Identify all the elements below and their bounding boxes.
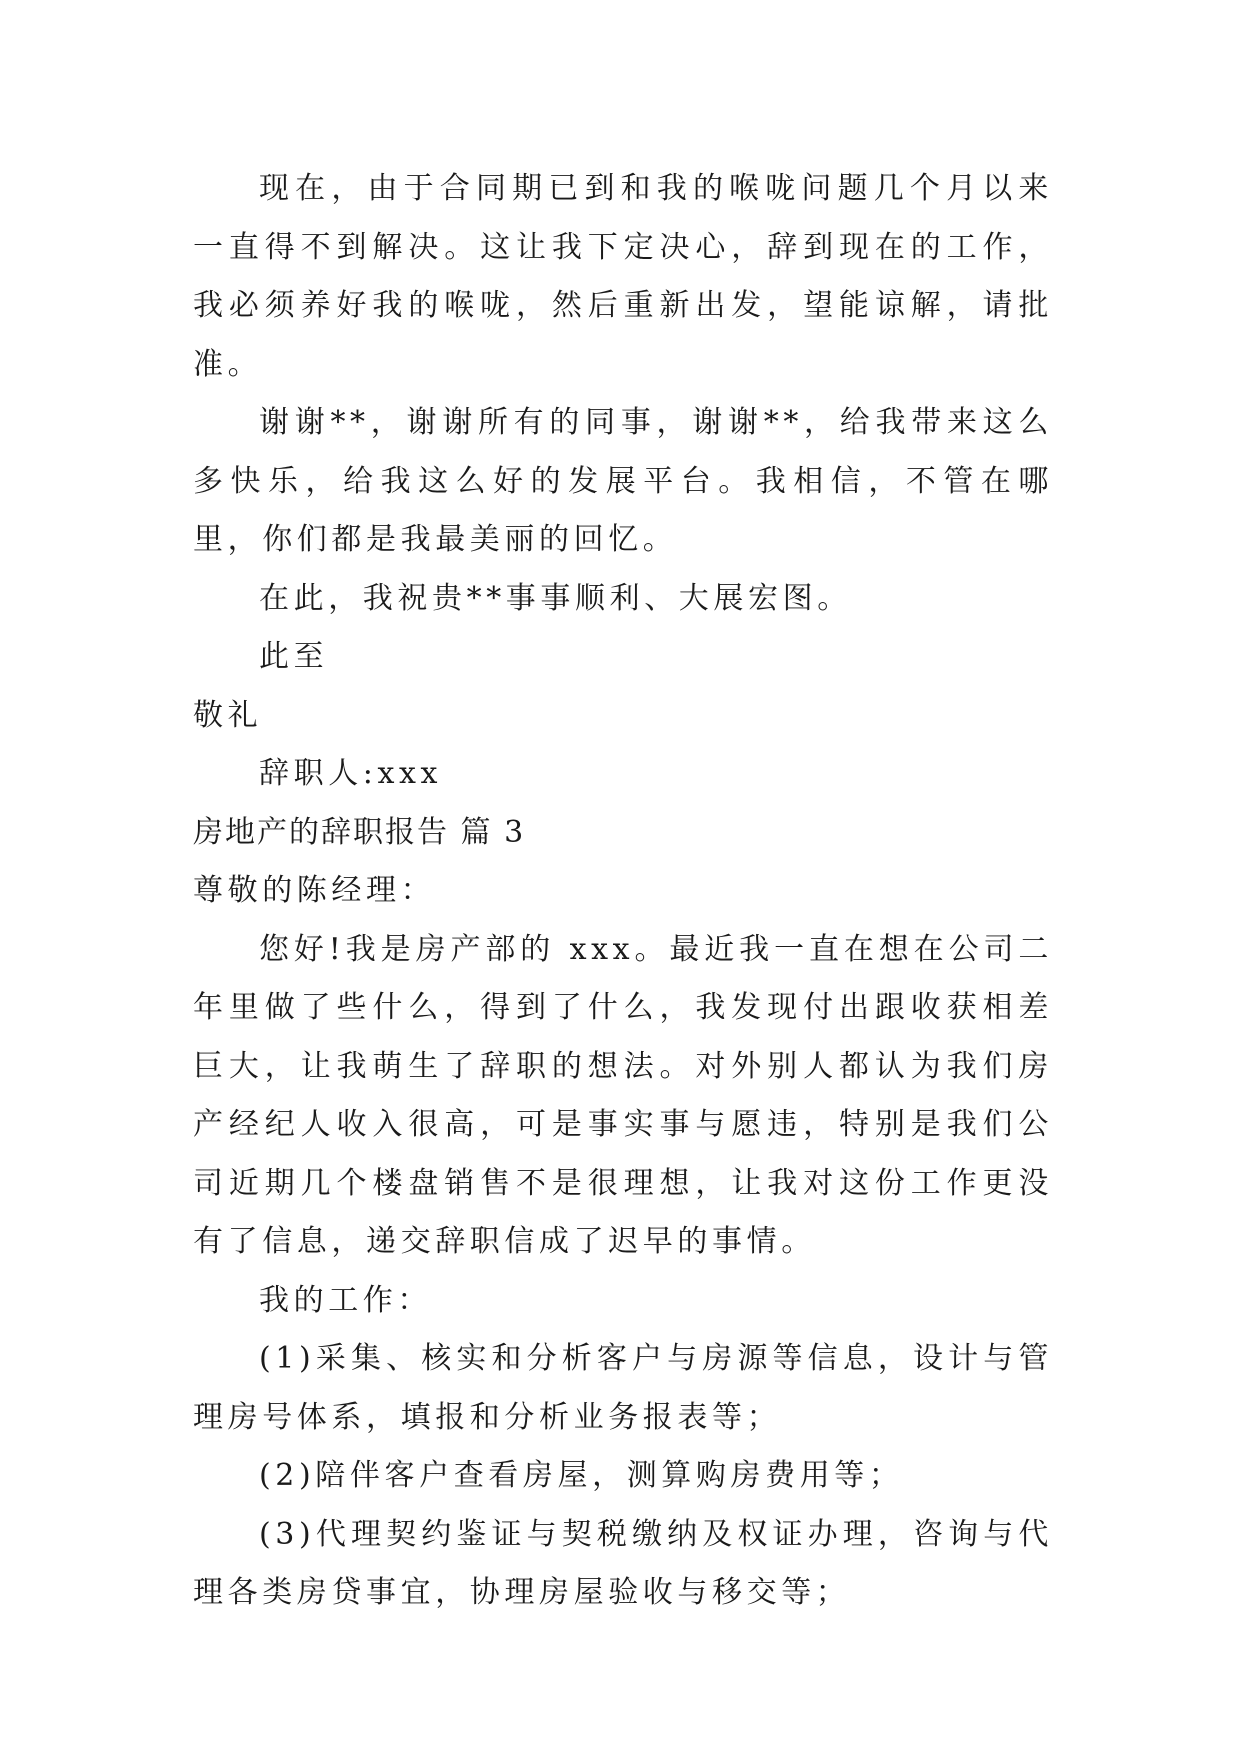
list-item-work-3: (3)代理契约鉴证与契税缴纳及权证办理，咨询与代理各类房贷事宜，协理房屋验收与移交等； <box>193 1516 1053 1610</box>
paragraph-wishes: 在此，我祝贵**事事顺利、大展宏图。 <box>259 580 852 616</box>
document-body <box>193 160 1053 1623</box>
salutation: 尊敬的陈经理： <box>193 873 436 908</box>
paragraph-resignation-reason: 现在，由于合同期已到和我的喉咙问题几个月以来一直得不到解决。这让我下定决心，辞到现在的工作，我必须养好我的喉咙，然后重新出发，望能谅解，请批准。 <box>193 171 1053 382</box>
closing-cizhi: 此至 <box>259 639 329 674</box>
list-item-work-2: (2)陪伴客户查看房屋，测算购房费用等； <box>259 1458 904 1493</box>
section-heading: 房地产的辞职报告 篇 3 <box>193 814 526 850</box>
closing-jingli: 敬礼 <box>193 697 263 733</box>
paragraph-work-heading: 我的工作： <box>259 1282 432 1318</box>
signature-line: 辞职人:xxx <box>259 756 443 791</box>
paragraph-thanks: 谢谢**，谢谢所有的同事，谢谢**，给我带来这么多快乐，给我这么好的发展平台。我相信，不管在哪里，你们都是我最美丽的回忆。 <box>193 405 1053 557</box>
list-item-work-1: (1)采集、核实和分析客户与房源等信息，设计与管理房号体系，填报和分析业务报表等； <box>193 1341 1053 1435</box>
paragraph-introduction: 您好!我是房产部的 xxx。最近我一直在想在公司二年里做了些什么，得到了什么，我发现付出跟收获相差巨大，让我萌生了辞职的想法。对外别人都认为我们房产经纪人收入很高，可是事实事与愿违，特别是我们公司近期几个楼盘销售不是很理想，让我对这份工作更没有了信息，递交辞职信成了迟早的事情。 <box>193 931 1053 1259</box>
